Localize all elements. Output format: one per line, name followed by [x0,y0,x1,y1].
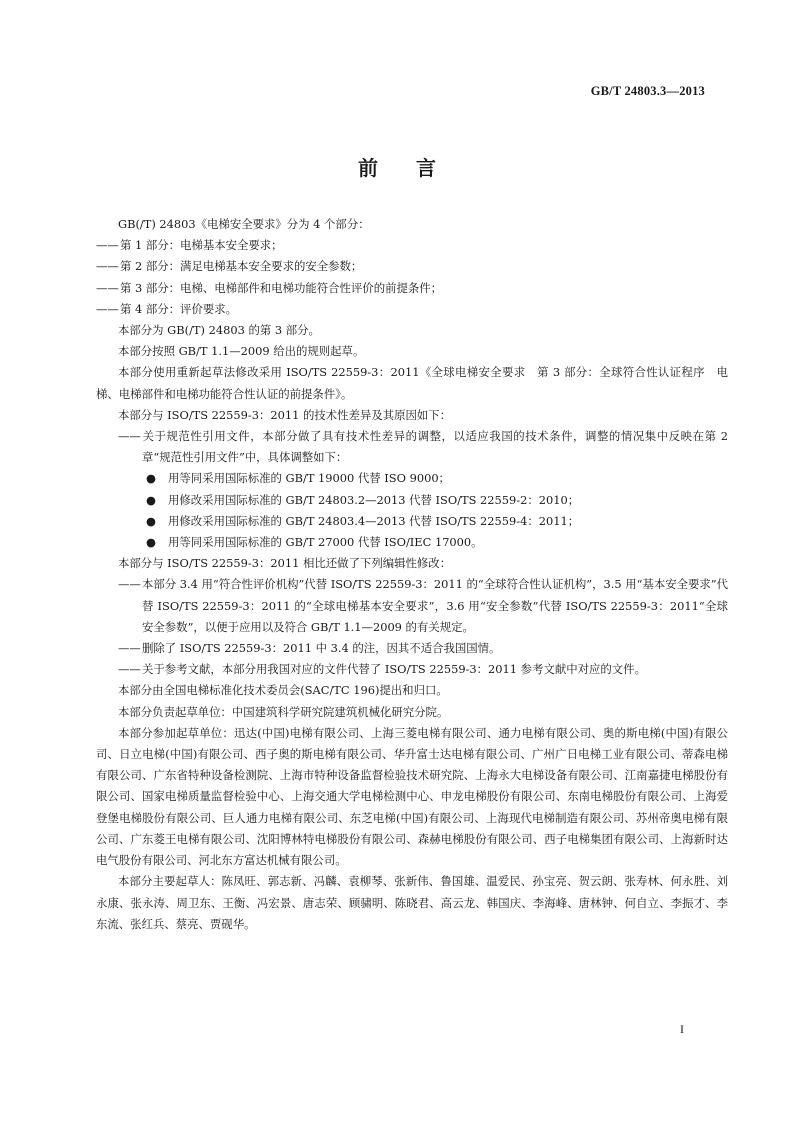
list-item: ● 用等同采用国际标准的 GB/T 19000 代替 ISO 9000； [146,471,450,486]
drafters: 本部分主要起草人：陈凤旺、郭志新、冯麟、袁柳琴、张新伟、鲁国雄、温爱民、孙宝亮、贺云朗、张寿林、何永胜、刘永康、张永涛、周卫东、王衡、冯宏景、唐志荣、顾骕明、陈晓君、高云龙、韩国庆、李海峰、唐林钟、何自立、李振才、李东流、张红兵、蔡亮、贾砚华。 [96,874,728,931]
editorial-intro: 本部分与 ISO/TS 22559-3：2011 相比还做了下列编辑性修改： [118,556,452,571]
participating-units: 本部分参加起草单位：迅达(中国)电梯有限公司、上海三菱电梯有限公司、通力电梯有限公司、奥的斯电梯(中国)有限公司、日立电梯(中国)有限公司、西子奥的斯电梯有限公司、华升富士达电梯有限公司、广州广日电梯工业有限公司、蒂森电梯有限公司、广东省特种设备检测院、上海市特种设备监督检验技术研究院、上海永大电梯设备有限公司、江南嘉捷电梯股份有限公司、国家电梯质量监督检验中心、上海交通大学电梯检测中心、申龙电梯股份有限公司、东南电梯股份有限公司、上海爱登堡电梯股份有限公司、巨人通力电梯有限公司、东芝电梯(中国)有限公司、上海现代电梯制造有限公司、苏州帝奥电梯有限公司、广东菱王电梯有限公司、沈阳博林特电梯股份有限公司、森赫电梯股份有限公司、西子电梯集团有限公司、上海新时达电气股份有限公司、河北东方富达机械有限公司。 [96,725,728,868]
editorial-item-1: ——本部分 3.4 用“符合性评价机构”代替 ISO/TS 22559-3：2011 的“全球符合性认证机构”，3.5 用“基本安全要求”代替 ISO/TS 22559-3：2011 的“全球电梯基本安全要求”，3.6 用“安全参数”代替 ISO/TS 22559-3：2011“全球安全参数”，以便于应用以及符合 GB/T 1.1—2009 的有关规定。 [118,577,728,634]
part-item-1: ——第 1 部分：电梯基本安全要求； [96,238,283,253]
drafting-unit: 本部分负责起草单位：中国建筑科学研究院建筑机械化研究分院。 [118,704,449,719]
editorial-item-2: ——删除了 ISO/TS 22559-3：2011 中 3.4 的注，因其不适合我国国情。 [118,641,501,656]
drafting-rules: 本部分按照 GB/T 1.1—2009 给出的规则起草。 [118,344,365,359]
editorial-item-3: ——关于参考文献，本部分用我国对应的文件代替了 ISO/TS 22559-3：2011 参考文献中对应的文件。 [118,662,646,677]
proposed-by: 本部分由全国电梯标准化技术委员会(SAC/TC 196)提出和归口。 [118,683,448,698]
list-item: ● 用修改采用国际标准的 GB/T 24803.4—2013 代替 ISO/TS 22559-4：2011； [146,513,580,528]
page-title: 前言 [358,156,474,180]
list-item: ● 用等同采用国际标准的 GB/T 27000 代替 ISO/IEC 17000。 [146,535,483,550]
bullet-list [118,468,706,553]
parts-intro: GB(/T) 24803《电梯安全要求》分为 4 个部分： [118,217,370,231]
page-number: I [680,1022,684,1036]
standard-code: GB/T 24803.3—2013 [590,84,705,98]
list-item: ● 用修改采用国际标准的 GB/T 24803.2—2013 代替 ISO/TS 22559-2：2010； [146,492,580,507]
part-item-4: ——第 4 部分：评价要求。 [96,301,238,316]
tech-diff-intro: 本部分与 ISO/TS 22559-3：2011 的技术性差异及其原因如下： [118,407,452,422]
part-item-3: ——第 3 部分：电梯、电梯部件和电梯功能符合性评价的前提条件； [96,280,443,295]
foreword-body [96,214,728,935]
tech-diff-item: ——关于规范性引用文件，本部分做了具有技术性差异的调整，以适应我国的技术条件，调整的情况集中反映在第 2 章“规范性引用文件”中，具体调整如下： [118,429,728,465]
adoption-statement: 本部分使用重新起草法修改采用 ISO/TS 22559-3：2011《全球电梯安全要求 第 3 部分：全球符合性认证程序 电梯、电梯部件和电梯功能符合性认证的前提条件》。 [96,365,728,401]
this-part-statement: 本部分为 GB(/T) 24803 的第 3 部分。 [118,323,320,338]
part-item-2: ——第 2 部分：满足电梯基本安全要求的安全参数； [96,259,363,274]
